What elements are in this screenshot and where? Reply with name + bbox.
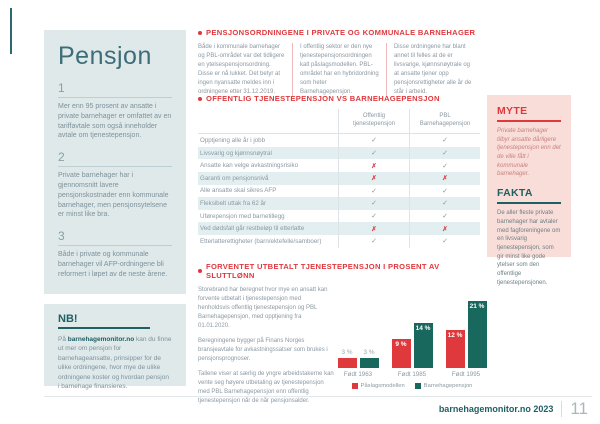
row-label: Fleksibelt uttak fra 62 år bbox=[200, 199, 267, 207]
check-icon: ✓ bbox=[442, 213, 448, 221]
check-icon: ✓ bbox=[371, 213, 377, 221]
legend-swatch bbox=[352, 383, 358, 389]
legend-swatch bbox=[415, 383, 421, 389]
chart-legend bbox=[344, 383, 480, 389]
bar-group bbox=[446, 296, 487, 378]
check-icon: ✓ bbox=[442, 238, 448, 246]
nb-callout bbox=[44, 304, 186, 391]
three-column-text bbox=[198, 43, 480, 97]
check-icon: ✓ bbox=[371, 150, 377, 158]
mark-cell bbox=[338, 147, 409, 160]
sidebar-point-1 bbox=[58, 81, 172, 141]
point-text: Både i private og kommunale barnehager vil AFP-ordningene bli reformert i løpet av de neste årene. bbox=[58, 251, 168, 278]
mark-cell bbox=[409, 197, 480, 210]
bar-value-label: 3 % bbox=[363, 349, 375, 356]
mark-cell bbox=[338, 222, 409, 235]
legend-label: Påslagsmodellen bbox=[360, 383, 405, 389]
table-row bbox=[198, 147, 480, 160]
table-header-row bbox=[198, 109, 480, 134]
point-number: 1 bbox=[58, 81, 172, 98]
mark-cell bbox=[409, 210, 480, 223]
bar-chart bbox=[341, 296, 485, 412]
check-icon: ✓ bbox=[371, 137, 377, 145]
legend-label: Barnehagepensjon bbox=[423, 383, 473, 389]
check-icon: ✓ bbox=[371, 238, 377, 246]
bar-value-label: 21 % bbox=[469, 303, 485, 310]
paragraph: Tallene viser at særlig de yngre arbeidstakerne kan vente seg høyere utbetaling av tjenestepensjon med PBL Barnehagepensjon enn offentlig tjenestepensjon når de når pensjonsalder. bbox=[198, 371, 334, 404]
column-text: I offentlig sektor er den nye tjenestepensjonsordningen kalt påslagsmodellen. PBL-området har en hybridordning som heter Barnehagepensjon. bbox=[292, 43, 386, 97]
mark-cell bbox=[338, 235, 409, 248]
chart-section-body bbox=[198, 286, 485, 412]
bullet-icon bbox=[198, 97, 202, 101]
table-row bbox=[198, 210, 480, 223]
bar-chart-plot bbox=[341, 296, 485, 378]
mark-cell bbox=[338, 197, 409, 210]
table-row bbox=[198, 172, 480, 185]
section-title bbox=[198, 94, 480, 103]
column-header-offentlig: Offentlig tjenestepensjon bbox=[338, 109, 409, 133]
row-label: Ansatte kan velge avkastningsrisiko bbox=[200, 162, 299, 170]
mark-cell bbox=[338, 159, 409, 172]
footer-divider bbox=[44, 396, 592, 397]
fact-text: De aller fleste private barnehager har avtaler med fagforeningene om en livsvarig tjenestepensjon, som gir minst like gode ytelser som den offentlige tjenestepensjonen. bbox=[497, 210, 561, 286]
nb-text bbox=[58, 335, 172, 392]
fact-title: FAKTA bbox=[497, 187, 533, 200]
check-icon: ✓ bbox=[442, 200, 448, 208]
nb-text-suffix: kan du finne ut mer om pensjon for barnehageansatte, prinsipper for de ulike ordningene, hvor mye de ulike ordningene koster og hvordan pensjon i barnehage finansieres. bbox=[58, 336, 172, 391]
bar-value-label: 14 % bbox=[415, 325, 431, 332]
cross-icon: ✗ bbox=[371, 225, 377, 233]
bar bbox=[446, 330, 465, 368]
section-title-text: FORVENTET UTBETALT TJENESTEPENSJON I PROSENT AV SLUTTLØNN bbox=[206, 262, 440, 280]
row-label: Livsvarig og kjønnsnøytral bbox=[200, 149, 272, 157]
cross-icon: ✗ bbox=[371, 162, 377, 170]
comparison-table bbox=[198, 109, 480, 248]
category-label: Født 1985 bbox=[397, 371, 427, 378]
bullet-icon bbox=[198, 31, 202, 35]
table-header-spacer bbox=[198, 109, 338, 133]
page-footer bbox=[439, 399, 588, 419]
mark-cell bbox=[409, 134, 480, 147]
category-label: Født 1963 bbox=[343, 371, 373, 378]
footer-separator bbox=[561, 401, 562, 417]
paragraph: Beregningene bygger på Finans Norges bransjeavtale for avkastningssatser som brukes i pensjonsprognoser. bbox=[198, 338, 328, 362]
myth-rule bbox=[497, 120, 561, 122]
bar-value-label: 3 % bbox=[341, 349, 353, 356]
page-title: Pensjon bbox=[58, 42, 152, 70]
page-number: 11 bbox=[570, 399, 588, 418]
bar-pair bbox=[446, 296, 487, 368]
bar-group bbox=[338, 296, 379, 378]
row-label: Ved dødsfall går restbeløp til etterlatte bbox=[200, 225, 305, 233]
check-icon: ✓ bbox=[442, 162, 448, 170]
row-label: Opptjening alle år i jobb bbox=[200, 136, 266, 144]
pension-sidebar bbox=[44, 30, 186, 294]
nb-rule bbox=[58, 327, 150, 329]
bar bbox=[414, 323, 433, 368]
mark-cell bbox=[338, 172, 409, 185]
mark-cell bbox=[409, 222, 480, 235]
section-title-text: PENSJONSORDNINGENE I PRIVATE OG KOMMUNALE BARNEHAGER bbox=[206, 28, 476, 37]
cross-icon: ✗ bbox=[442, 175, 448, 183]
row-label: Garanti om pensjonsnivå bbox=[200, 174, 269, 182]
section-title bbox=[198, 262, 480, 280]
column-text: Både i kommunale barnehager og PBL-området var det tidligere en ytelsespensjonsordning. Disse er nå lukket. Det betyr at ingen nyansatte meldes inn i ordningene etter 31.12.2019. bbox=[198, 44, 285, 95]
table-body bbox=[198, 134, 480, 247]
table-row bbox=[198, 134, 480, 147]
paragraph: Storebrand har beregnet hvor mye en ansatt kan forvente utbetalt i tjenestepensjon med henholdsvis offentlig tjenestepensjon og PBL Barnehagepensjon, med opptjening fra 01.01.2020. bbox=[198, 287, 328, 329]
bar-value-label: 9 % bbox=[395, 341, 407, 348]
table-row bbox=[198, 197, 480, 210]
column-header-pbl: PBL Barnehagepensjon bbox=[409, 109, 480, 133]
mark-cell bbox=[409, 235, 480, 248]
bar bbox=[338, 349, 357, 368]
bar-pair bbox=[338, 296, 379, 368]
bar-group bbox=[392, 296, 433, 378]
myth-fact-panel bbox=[487, 95, 571, 286]
check-icon: ✓ bbox=[371, 200, 377, 208]
nb-title: NB! bbox=[58, 313, 78, 325]
category-label: Født 1995 bbox=[451, 371, 481, 378]
row-label: Alle ansatte skal sikres AFP bbox=[200, 187, 277, 195]
myth-title: MYTE bbox=[497, 105, 528, 117]
section-expected-pension-chart bbox=[198, 262, 485, 412]
fact-rule bbox=[497, 202, 561, 204]
bar bbox=[392, 339, 411, 368]
table-row bbox=[198, 159, 480, 172]
mark-cell bbox=[338, 185, 409, 198]
nb-brand-ref: barnehagemonitor.no bbox=[67, 336, 135, 343]
bar bbox=[468, 301, 487, 368]
mark-cell bbox=[409, 185, 480, 198]
column-text: Disse ordningene har blant annet til felles at de er livsvarige, kjønnsnøytrale og at ansatte tjener opp pensjonsrettigheter alle år de står i arbeid. bbox=[386, 43, 480, 97]
sidebar-point-2 bbox=[58, 150, 172, 220]
bullet-icon bbox=[198, 269, 202, 273]
point-number: 3 bbox=[58, 229, 172, 246]
row-label: Etterlatterettigheter (barn/ektefelle/samboer) bbox=[200, 237, 322, 245]
mark-cell bbox=[338, 134, 409, 147]
point-text: Mer enn 95 prosent av ansatte i private barnehager er omfattet av en tariffavtale som også inneholder avtale om tjenestepensjon. bbox=[58, 103, 172, 140]
mark-cell bbox=[338, 210, 409, 223]
page-accent-mark bbox=[10, 8, 12, 54]
footer-brand: barnehagemonitor.no 2023 bbox=[438, 404, 554, 414]
row-label: Uførepensjon med barnetillegg bbox=[200, 212, 285, 220]
section-pension-schemes bbox=[198, 28, 480, 97]
chart-description bbox=[198, 286, 334, 412]
point-text: Private barnehager har i gjennomsnitt lavere pensjonskostnader enn kommunale barnehager, men pensjonsytelsene er minst like bra. bbox=[58, 172, 169, 219]
mark-cell bbox=[409, 172, 480, 185]
check-icon: ✓ bbox=[442, 150, 448, 158]
mark-cell bbox=[409, 147, 480, 160]
mark-cell bbox=[409, 159, 480, 172]
myth-text: Private barnehager tilbyr ansatte dårligere tjenestepensjon enn det de ville fått i kommunale barnehager. bbox=[497, 128, 561, 178]
point-number: 2 bbox=[58, 150, 172, 167]
legend-item bbox=[415, 383, 473, 389]
table-row bbox=[198, 185, 480, 198]
bar bbox=[360, 349, 379, 368]
table-row bbox=[198, 222, 480, 235]
cross-icon: ✗ bbox=[442, 225, 448, 233]
check-icon: ✓ bbox=[371, 187, 377, 195]
section-comparison-table bbox=[198, 94, 480, 248]
section-title-text: OFFENTLIG TJENESTEPENSJON VS BARNEHAGEPENSJON bbox=[206, 94, 440, 103]
check-icon: ✓ bbox=[442, 187, 448, 195]
legend-item bbox=[352, 383, 405, 389]
sidebar-point-3 bbox=[58, 229, 172, 279]
table-row bbox=[198, 235, 480, 248]
bar-value-label: 12 % bbox=[447, 332, 463, 339]
section-title bbox=[198, 28, 480, 37]
check-icon: ✓ bbox=[442, 137, 448, 145]
cross-icon: ✗ bbox=[371, 175, 377, 183]
bar-pair bbox=[392, 296, 433, 368]
nb-text-prefix: På bbox=[58, 336, 68, 343]
